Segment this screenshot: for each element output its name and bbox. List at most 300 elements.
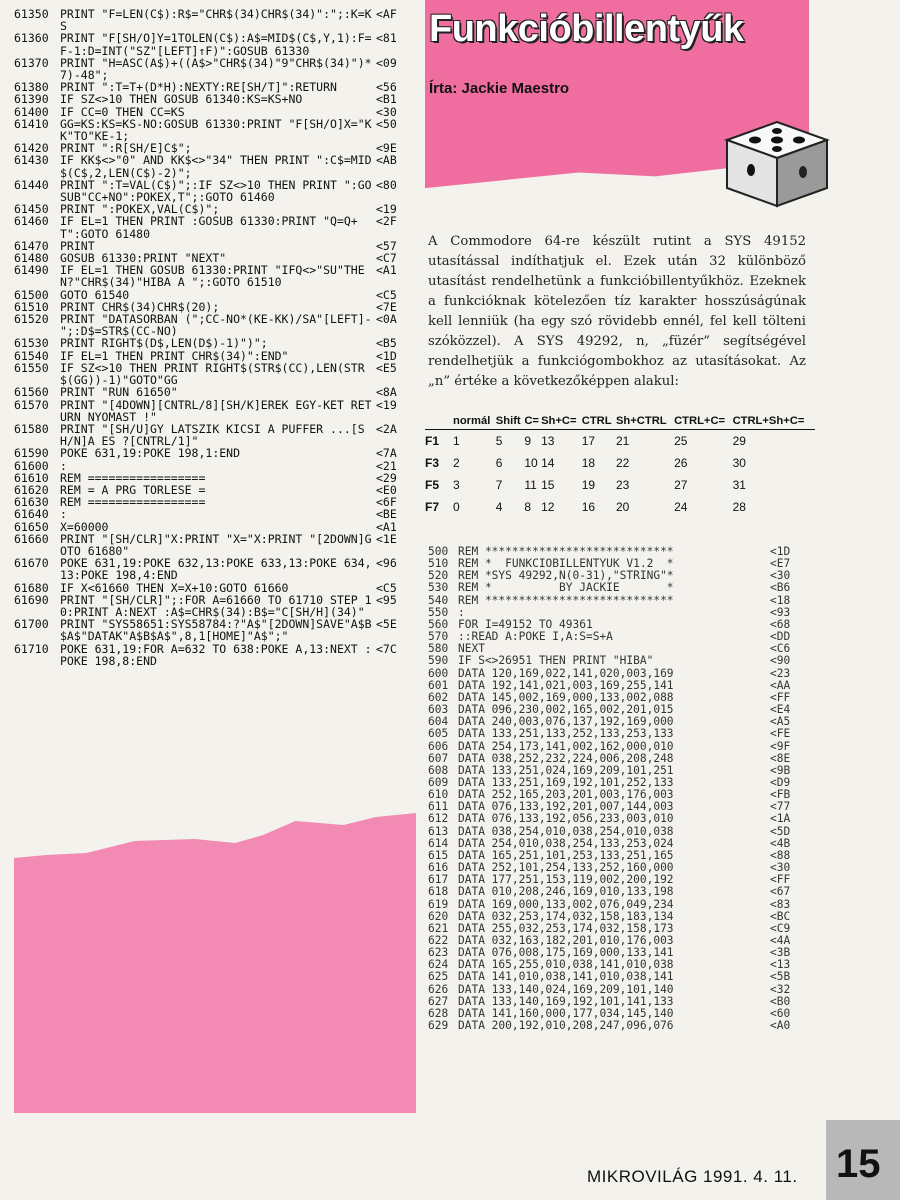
line-number: 604 xyxy=(428,715,449,729)
line-code: ::READ A:POKE I,A:S=S+A xyxy=(458,630,613,644)
table-row xyxy=(425,452,815,474)
line-checksum: <B6 xyxy=(770,581,791,595)
table-header-cell: normál xyxy=(453,413,496,430)
line-code: DATA 255,032,253,174,032,158,173 xyxy=(458,921,674,935)
line-code: DATA 177,251,153,119,002,200,192 xyxy=(458,873,674,887)
line-code: DATA 010,208,246,169,010,133,198 xyxy=(458,885,674,899)
line-checksum: <83 xyxy=(770,897,791,911)
line-number: 621 xyxy=(428,921,449,935)
line-checksum: <5D xyxy=(770,824,791,838)
listing-line xyxy=(14,521,416,533)
line-checksum: <18 xyxy=(770,593,791,607)
listing-line xyxy=(428,984,808,996)
listing-line xyxy=(14,215,416,239)
table-header-cell: Sh+CTRL xyxy=(616,413,674,430)
line-number: 560 xyxy=(428,617,449,631)
line-checksum: <30 xyxy=(376,104,397,119)
line-number: 620 xyxy=(428,909,449,923)
listing-line xyxy=(428,899,808,911)
line-number: 61410 xyxy=(14,116,49,131)
line-checksum: <A0 xyxy=(770,1019,791,1033)
line-number: 624 xyxy=(428,958,449,972)
line-code: GOTO 61540 xyxy=(60,287,130,302)
listing-line xyxy=(14,106,416,118)
listing-line xyxy=(14,423,416,447)
line-number: 611 xyxy=(428,800,449,814)
line-checksum: <57 xyxy=(376,238,397,253)
listing-line xyxy=(428,826,808,838)
table-cell: 27 xyxy=(674,478,688,492)
line-checksum: <29 xyxy=(376,470,397,485)
table-header-row xyxy=(425,413,815,430)
line-number: 603 xyxy=(428,703,449,717)
line-code: REM = A PRG TORLESE = xyxy=(60,482,206,497)
line-checksum: <4A xyxy=(770,934,791,947)
line-checksum: <2A xyxy=(376,421,397,436)
line-number: 601 xyxy=(428,678,449,692)
line-checksum: <60 xyxy=(770,1006,791,1020)
line-code: IF X<61660 THEN X=X+10:GOTO 61660 xyxy=(60,580,289,595)
line-code: DATA 252,165,203,201,003,176,003 xyxy=(458,788,674,802)
line-checksum: <67 xyxy=(770,885,791,899)
line-code: DATA 133,251,024,169,209,101,251 xyxy=(458,763,674,777)
line-code: IF EL=1 THEN PRINT CHR$(34)":END" xyxy=(60,348,289,363)
basic-listing-right xyxy=(428,546,808,1032)
line-number: 61620 xyxy=(14,482,49,497)
line-checksum: <7E xyxy=(376,299,397,314)
table-cell: 16 xyxy=(581,500,596,514)
line-checksum: <1D xyxy=(376,348,397,363)
line-number: 602 xyxy=(428,690,449,704)
line-code: PRINT "SYS58651:SYS58784:?"A$"[2DOWN]SAVE"A$B$A$"DATAK"A$B$A$",8,1[HOME]"A$";" xyxy=(60,617,372,644)
line-code: FOR I=49152 TO 49361 xyxy=(458,617,593,631)
line-number: 606 xyxy=(428,739,449,753)
line-number: 622 xyxy=(428,934,449,947)
line-code: DATA 200,192,010,208,247,096,076 xyxy=(458,1019,674,1033)
listing-line xyxy=(14,154,416,178)
line-number: 600 xyxy=(428,666,449,680)
line-code: IF KK$<>"0" AND KK$<>"34" THEN PRINT ":C$=MID$(C$,2,LEN(C$)-2)"; xyxy=(60,153,372,180)
line-checksum: <93 xyxy=(770,605,791,619)
line-code: REM ================= xyxy=(60,470,206,485)
line-checksum: <B1 xyxy=(376,92,397,107)
line-code: : xyxy=(458,605,465,619)
line-number: 61610 xyxy=(14,470,49,485)
table-header-cell: CTRL+C= xyxy=(674,413,732,430)
table-cell: 11 xyxy=(524,478,537,492)
line-checksum: <C5 xyxy=(376,287,397,302)
line-number: 61560 xyxy=(14,385,49,400)
line-number: 605 xyxy=(428,727,449,741)
line-number: 500 xyxy=(428,545,449,558)
line-number: 61680 xyxy=(14,580,49,595)
line-number: 590 xyxy=(428,654,449,668)
listing-line xyxy=(428,753,808,765)
line-checksum: <4B xyxy=(770,836,791,850)
listing-line xyxy=(428,971,808,983)
line-checksum: <8E xyxy=(770,751,791,765)
line-number: 61500 xyxy=(14,287,49,302)
line-code: GOSUB 61330:PRINT "NEXT" xyxy=(60,251,227,266)
line-checksum: <7C xyxy=(376,641,397,656)
line-code: DATA 038,252,232,224,006,208,248 xyxy=(458,751,674,765)
table-cell: 6 xyxy=(495,456,503,470)
line-number: 61540 xyxy=(14,348,49,363)
line-number: 613 xyxy=(428,824,449,838)
listing-line xyxy=(14,496,416,508)
line-checksum: <2F xyxy=(376,214,397,229)
line-code: DATA 096,230,002,165,002,201,015 xyxy=(458,703,674,717)
line-code: PRINT "H=ASC(A$)+((A$>"CHR$(34)"9"CHR$(34)")*7)-48"; xyxy=(60,55,372,83)
listing-line xyxy=(14,582,416,594)
listing-line xyxy=(14,179,416,203)
line-checksum: <C6 xyxy=(770,642,791,656)
listing-line xyxy=(14,8,416,32)
listing-line xyxy=(428,1020,808,1032)
author-line: Írta: Jackie Maestro xyxy=(429,80,570,97)
line-checksum: <B0 xyxy=(770,994,791,1008)
table-cell: 26 xyxy=(674,456,688,470)
line-number: 61640 xyxy=(14,507,49,522)
listing-line xyxy=(14,386,416,398)
line-code: IF EL=1 THEN GOSUB 61330:PRINT "IFQ<>"SU"THEN?"CHR$(34)"HIBA A ";:GOTO 61510 xyxy=(60,263,365,290)
table-cell: 21 xyxy=(615,434,630,448)
line-checksum: <AB xyxy=(376,153,397,168)
line-number: 61490 xyxy=(14,263,49,278)
table-cell: 1 xyxy=(453,434,460,448)
line-code: DATA 169,000,133,002,076,049,234 xyxy=(458,897,674,911)
line-number: 619 xyxy=(428,897,449,911)
line-checksum: <1A xyxy=(770,812,791,826)
line-code: PRINT CHR$(34)CHR$(20); xyxy=(60,299,220,314)
line-code: DATA 133,251,169,192,101,252,133 xyxy=(458,775,674,789)
line-number: 61390 xyxy=(14,92,49,107)
table-cell: 29 xyxy=(732,434,746,448)
table-row xyxy=(425,430,815,453)
line-checksum: <D9 xyxy=(770,775,791,789)
line-number: 61520 xyxy=(14,312,49,327)
line-checksum: <23 xyxy=(770,666,791,680)
line-checksum: <32 xyxy=(770,982,791,996)
line-checksum: <30 xyxy=(770,569,791,583)
line-code: POKE 631,19:POKE 632,13:POKE 633,13:POKE 634,13:POKE 198,4:END xyxy=(60,556,372,583)
line-code: PRINT "[SH/CLR]";:FOR A=61660 TO 61710 STEP 10:PRINT A:NEXT :A$=CHR$(34):B$="C[SH/H](34)" xyxy=(60,592,372,619)
line-code: PRINT ":T=VAL(C$)";:IF SZ<>10 THEN PRINT ":GOSUB"CC+NO":POKEX,T";:GOTO 61460 xyxy=(60,177,372,205)
line-checksum: <13 xyxy=(770,958,791,972)
line-number: 61670 xyxy=(14,556,49,571)
line-code: REM **************************** xyxy=(458,545,674,558)
line-code: DATA 240,003,076,137,192,169,000 xyxy=(458,715,674,729)
table-cell: 20 xyxy=(615,500,630,514)
line-code: PRINT "F[SH/O]Y=1TOLEN(C$):A$=MID$(C$,Y,1):F=F-1:D=INT("SZ"[LEFT]↑F)":GOSUB 61330 xyxy=(60,31,372,58)
line-number: 629 xyxy=(428,1019,449,1033)
listing-line xyxy=(14,533,416,557)
listing-line xyxy=(14,32,416,56)
line-code: REM ================= xyxy=(60,495,206,510)
left-listing-column xyxy=(14,8,416,1113)
line-checksum: <96 xyxy=(376,556,397,571)
function-key-table xyxy=(425,413,815,518)
listing-line xyxy=(14,557,416,581)
listing-line xyxy=(14,618,416,642)
line-checksum: <C9 xyxy=(770,921,791,935)
article-title: Funkcióbillentyűk xyxy=(429,8,744,50)
listing-line xyxy=(428,631,808,643)
line-checksum: <FE xyxy=(770,727,791,741)
line-checksum: <1E xyxy=(376,531,397,546)
table-cell: 5 xyxy=(495,434,503,448)
line-checksum: <7A xyxy=(376,446,397,461)
line-code: DATA 032,163,182,201,010,176,003 xyxy=(458,934,674,947)
listing-line xyxy=(428,668,808,680)
line-checksum: <9E xyxy=(376,141,397,156)
table-cell: 9 xyxy=(524,434,531,448)
line-code: REM * FUNKCIOBILLENTYUK V1.2 * xyxy=(458,557,674,571)
line-checksum: <E5 xyxy=(376,360,397,375)
line-code: DATA 076,133,192,201,007,144,003 xyxy=(458,800,674,814)
line-code: DATA 254,173,141,002,162,000,010 xyxy=(458,739,674,753)
table-cell: 23 xyxy=(615,478,630,492)
line-number: 530 xyxy=(428,581,449,595)
line-checksum: <E7 xyxy=(770,557,791,571)
line-number: 61650 xyxy=(14,519,49,534)
line-number: 61580 xyxy=(14,421,49,436)
line-code: DATA 141,160,000,177,034,145,140 xyxy=(458,1006,674,1020)
line-number: 61380 xyxy=(14,80,49,95)
line-number: 627 xyxy=(428,994,449,1008)
line-checksum: <19 xyxy=(376,397,397,412)
listing-line xyxy=(14,594,416,618)
line-number: 61480 xyxy=(14,251,49,266)
function-key-label: F3 xyxy=(425,456,440,470)
listing-line xyxy=(14,362,416,386)
line-checksum: <E4 xyxy=(770,703,791,717)
listing-line xyxy=(14,118,416,142)
line-code: DATA 032,253,174,032,158,183,134 xyxy=(458,909,674,923)
line-number: 580 xyxy=(428,642,449,656)
line-code: DATA 145,002,169,000,133,002,088 xyxy=(458,690,674,704)
line-code: : xyxy=(60,507,67,522)
basic-listing-left xyxy=(14,8,416,667)
line-checksum: <0A xyxy=(376,312,397,327)
line-checksum: <95 xyxy=(376,592,397,607)
listing-line xyxy=(428,655,808,667)
line-code: : xyxy=(60,458,67,473)
table-cell: 19 xyxy=(581,478,596,492)
function-key-label: F7 xyxy=(425,500,440,514)
table-row xyxy=(425,496,815,518)
table-cell: 18 xyxy=(581,456,596,470)
line-code: DATA 076,008,175,169,000,133,141 xyxy=(458,946,674,960)
line-number: 61350 xyxy=(14,7,49,21)
table-cell: 4 xyxy=(495,500,503,514)
line-number: 61460 xyxy=(14,214,49,229)
die-icon xyxy=(715,110,835,210)
line-code: DATA 165,255,010,038,141,010,038 xyxy=(458,958,674,972)
line-number: 61400 xyxy=(14,104,49,119)
line-number: 617 xyxy=(428,873,449,887)
table-cell: 14 xyxy=(541,456,555,470)
line-code: PRINT "F=LEN(C$):R$="CHR$(34)CHR$(34)":";:K=KS xyxy=(60,7,372,34)
table-cell: 30 xyxy=(732,456,746,470)
table-cell: 7 xyxy=(495,478,503,492)
line-number: 61360 xyxy=(14,31,49,46)
line-code: REM * BY JACKIE * xyxy=(458,581,674,595)
line-number: 625 xyxy=(428,970,449,984)
line-checksum: <C5 xyxy=(376,580,397,595)
line-code: IF SZ<>10 THEN GOSUB 61340:KS=KS+NO xyxy=(60,92,303,107)
table-header-cell: Shift xyxy=(496,413,525,430)
line-number: 623 xyxy=(428,946,449,960)
line-checksum: <BC xyxy=(770,909,791,923)
line-checksum: <1D xyxy=(770,545,791,558)
line-code: DATA 133,140,169,192,101,141,133 xyxy=(458,994,674,1008)
line-checksum: <81 xyxy=(376,31,397,46)
line-checksum: <77 xyxy=(770,800,791,814)
line-code: PRINT "[4DOWN][CNTRL/8][SH/K]EREK EGY-KET RETURN NYOMAST !" xyxy=(60,397,372,424)
line-code: IF EL=1 THEN PRINT :GOSUB 61330:PRINT "Q=Q+T":GOTO 61480 xyxy=(60,214,358,241)
table-cell: 12 xyxy=(541,500,555,514)
line-checksum: <9F xyxy=(770,739,791,753)
line-checksum: <88 xyxy=(770,848,791,862)
line-code: REM **************************** xyxy=(458,593,674,607)
line-checksum: <80 xyxy=(376,177,397,192)
line-number: 520 xyxy=(428,569,449,583)
table-cell: 22 xyxy=(615,456,630,470)
line-code: X=60000 xyxy=(60,519,109,534)
line-number: 628 xyxy=(428,1006,449,1020)
line-number: 607 xyxy=(428,751,449,765)
line-number: 61370 xyxy=(14,55,49,70)
line-checksum: <09 xyxy=(376,55,397,70)
line-checksum: <C7 xyxy=(376,251,397,266)
listing-line xyxy=(428,728,808,740)
line-code: PRINT RIGHT$(D$,LEN(D$)-1)")"; xyxy=(60,336,268,351)
line-number: 618 xyxy=(428,885,449,899)
line-number: 61590 xyxy=(14,446,49,461)
table-cell: 15 xyxy=(541,478,555,492)
line-checksum: <A1 xyxy=(376,263,397,278)
line-code: PRINT "RUN 61650" xyxy=(60,385,178,400)
line-number: 61700 xyxy=(14,617,49,632)
line-checksum: <5E xyxy=(376,617,397,632)
line-code: PRINT "[SH/CLR]"X:PRINT "X="X:PRINT "[2DOWN]GOTO 61680" xyxy=(60,531,372,558)
line-number: 61570 xyxy=(14,397,49,412)
line-code: PRINT ":T=T+(D*H):NEXTY:RE[SH/T]":RETURN xyxy=(60,80,337,95)
listing-line xyxy=(428,582,808,594)
line-checksum: <56 xyxy=(376,80,397,95)
line-code: PRINT ":POKEX,VAL(C$)"; xyxy=(60,202,220,217)
line-number: 61600 xyxy=(14,458,49,473)
listing-line xyxy=(14,399,416,423)
line-code: DATA 252,101,254,133,252,160,000 xyxy=(458,861,674,875)
table-header-cell: CTRL xyxy=(582,413,616,430)
line-number: 540 xyxy=(428,593,449,607)
listing-line xyxy=(14,57,416,81)
line-code: IF CC=0 THEN CC=KS xyxy=(60,104,185,119)
line-code: GG=KS:KS=KS-NO:GOSUB 61330:PRINT "F[SH/O]X="KK"TO"KE-1; xyxy=(60,116,372,144)
table-header-cell xyxy=(425,413,453,430)
line-code: DATA 120,169,022,141,020,003,169 xyxy=(458,666,674,680)
line-checksum: <5B xyxy=(770,970,791,984)
line-code: DATA 141,010,038,141,010,038,141 xyxy=(458,970,674,984)
table-header-cell: CTRL+Sh+C= xyxy=(733,413,815,430)
table-cell: 0 xyxy=(453,500,460,514)
line-number: 61530 xyxy=(14,336,49,351)
table-header-cell: C= xyxy=(524,413,541,430)
line-code: DATA 076,133,192,056,233,003,010 xyxy=(458,812,674,826)
listing-line xyxy=(14,508,416,520)
line-checksum: <3B xyxy=(770,946,791,960)
line-code: DATA 133,140,024,169,209,101,140 xyxy=(458,982,674,996)
article-body: A Commodore 64-re készült rutint a SYS 49152 utasítással indíthatjuk el. Ezek után 32 különböző utasítást rendelhetünk a funkcióbillentyűkhöz. Ezeknek a funkcióknak kötelezően tíz karakter hosszúságúnak kell lenniük (ha egy szó rövidebb ennél, fel kell tölteni szóközzel). A SYS 49292, n, „füzér” segítségével rendelhetjük a funkciógombokhoz az utasításokat. Az „n” értéke a következőképpen alakul: xyxy=(428,234,806,389)
line-number: 61710 xyxy=(14,641,49,656)
line-number: 510 xyxy=(428,557,449,571)
line-number: 615 xyxy=(428,848,449,862)
line-checksum: <FF xyxy=(770,690,791,704)
line-number: 616 xyxy=(428,861,449,875)
line-code: POKE 631,19:POKE 198,1:END xyxy=(60,446,241,461)
line-checksum: <30 xyxy=(770,861,791,875)
page-number: 15 xyxy=(836,1142,881,1186)
table-header-cell: Sh+C= xyxy=(541,413,582,430)
line-number: 61510 xyxy=(14,299,49,314)
line-code: PRINT "DATASORBAN (";CC-NO*(KE-KK)/SA"[LEFT]-";:D$=STR$(CC-NO) xyxy=(60,312,372,339)
line-checksum: <50 xyxy=(376,116,397,131)
line-code: PRINT xyxy=(60,238,95,253)
listing-line xyxy=(14,460,416,472)
line-number: 550 xyxy=(428,605,449,619)
line-checksum: <21 xyxy=(376,458,397,473)
line-checksum: <FB xyxy=(770,788,791,802)
line-checksum: <DD xyxy=(770,630,791,644)
line-checksum: <A1 xyxy=(376,519,397,534)
magazine-footer: MIKROVILÁG 1991. 4. 11. xyxy=(587,1167,798,1186)
listing-line xyxy=(14,264,416,288)
table-cell: 8 xyxy=(524,500,531,514)
line-code: DATA 133,251,133,252,133,253,133 xyxy=(458,727,674,741)
function-key-label: F5 xyxy=(425,478,440,492)
line-number: 626 xyxy=(428,982,449,996)
line-code: DATA 038,254,010,038,254,010,038 xyxy=(458,824,674,838)
line-number: 61550 xyxy=(14,360,49,375)
listing-line xyxy=(428,886,808,898)
line-number: 570 xyxy=(428,630,449,644)
table-cell: 28 xyxy=(732,500,746,514)
line-checksum: <6F xyxy=(376,495,397,510)
listing-line xyxy=(14,643,416,667)
line-checksum: <BE xyxy=(376,507,397,522)
listing-line xyxy=(428,741,808,753)
line-number: 612 xyxy=(428,812,449,826)
line-checksum: <A5 xyxy=(770,715,791,729)
line-number: 61450 xyxy=(14,202,49,217)
line-number: 608 xyxy=(428,763,449,777)
line-number: 61420 xyxy=(14,141,49,156)
line-code: PRINT "[SH/U]GY LATSZIK KICSI A PUFFER ...[SH/N]A ES ?[CNTRL/1]" xyxy=(60,421,365,449)
line-code: NEXT xyxy=(458,642,485,656)
line-checksum: <AA xyxy=(770,678,791,692)
title-block xyxy=(425,0,900,200)
line-checksum: <8A xyxy=(376,385,397,400)
line-number: 61690 xyxy=(14,592,49,607)
line-number: 61660 xyxy=(14,531,49,546)
table-row xyxy=(425,474,815,496)
line-code: IF SZ<>10 THEN PRINT RIGHT$(STR$(CC),LEN(STR$(GG))-1)"GOTO"GG xyxy=(60,360,365,388)
function-key-label: F1 xyxy=(425,434,440,448)
listing-line xyxy=(14,447,416,459)
pink-decoration xyxy=(14,813,416,1113)
